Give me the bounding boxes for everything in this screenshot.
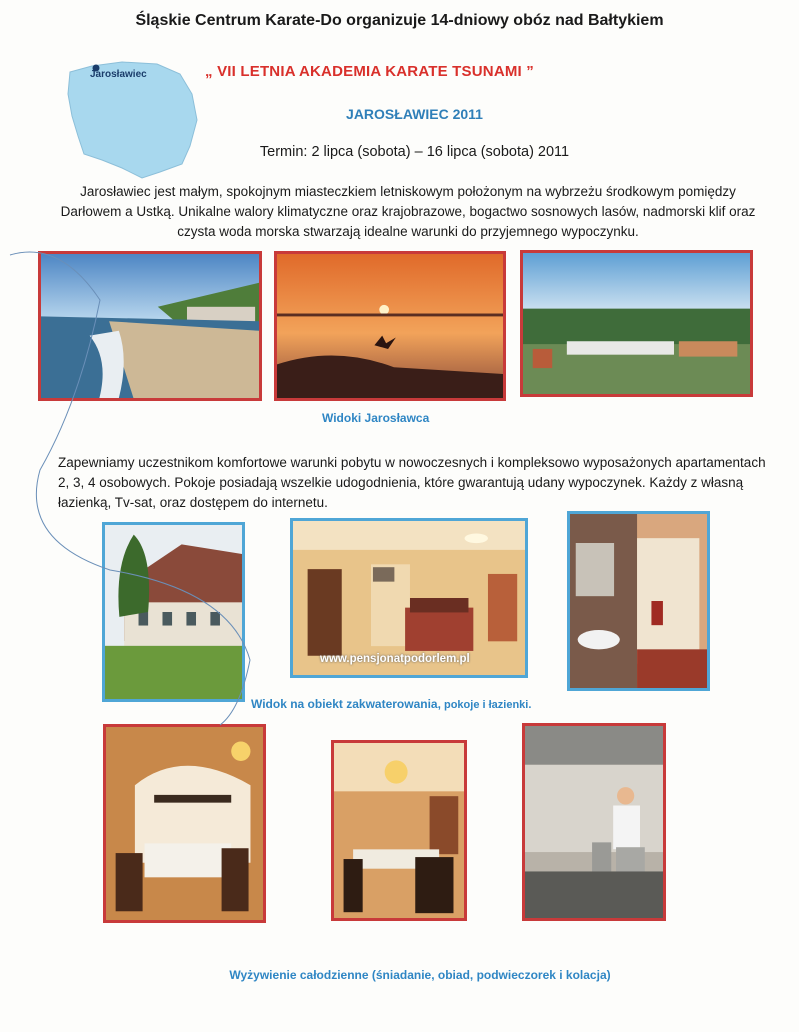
event-subtitle: JAROSŁAWIEC 2011 xyxy=(346,106,483,122)
accommodation-paragraph: Zapewniamy uczestnikom komfortowe warunki pobytu w nowoczesnych i kompleksowo wyposażonych apartamentach 2, 3, 4 osobowych. Pokoje posiadają wszelkie udogodnienia, które gwarantują udany wypoczynek. Każdy z własną łazienką, Tv-sat, oraz dostępem do internetu. xyxy=(58,455,766,510)
website-watermark: www.pensjonatpodorlem.pl xyxy=(320,653,470,665)
intro-paragraph: Jarosławiec jest małym, spokojnym miasteczkiem letniskowym położonym na wybrzeżu środkowym pomiędzy Darłowem a Ustką. Unikalne walory klimatyczne oraz krajobrazowe, bogactwo sosnowych lasów, nadmorski klif oraz czysta woda morska stwarzają idealne warunki do przyjemnego wypoczynku. xyxy=(60,184,756,239)
event-dates: Termin: 2 lipca (sobota) – 16 lipca (sobota) 2011 xyxy=(259,144,570,160)
building-photo xyxy=(102,522,245,702)
dining-room-photo xyxy=(103,724,266,923)
map-location-label: Jarosławiec xyxy=(90,69,147,80)
page-title: Śląskie Centrum Karate-Do organizuje 14-dniowy obóz nad Bałtykiem xyxy=(135,12,664,29)
accommodation-caption-small: pokoje i łazienki. xyxy=(440,699,532,711)
bathroom-photo xyxy=(567,511,710,691)
sunset-photo xyxy=(274,251,506,401)
restaurant-photo xyxy=(331,740,467,921)
event-title: „ VII LETNIA AKADEMIA KARATE TSUNAMI ” xyxy=(205,63,534,80)
accommodation-caption xyxy=(251,697,531,711)
kitchen-photo xyxy=(522,723,666,921)
wall-picture xyxy=(373,567,394,581)
food-caption: Wyżywienie całodzienne (śniadanie, obiad, podwieczorek i kolacja) xyxy=(229,968,611,982)
views-caption: Widoki Jarosławca xyxy=(322,411,430,425)
beach-photo xyxy=(38,251,262,401)
accommodation-caption-main: Widok na obiekt zakwaterowania, xyxy=(251,697,441,711)
town-aerial-photo xyxy=(520,250,753,397)
